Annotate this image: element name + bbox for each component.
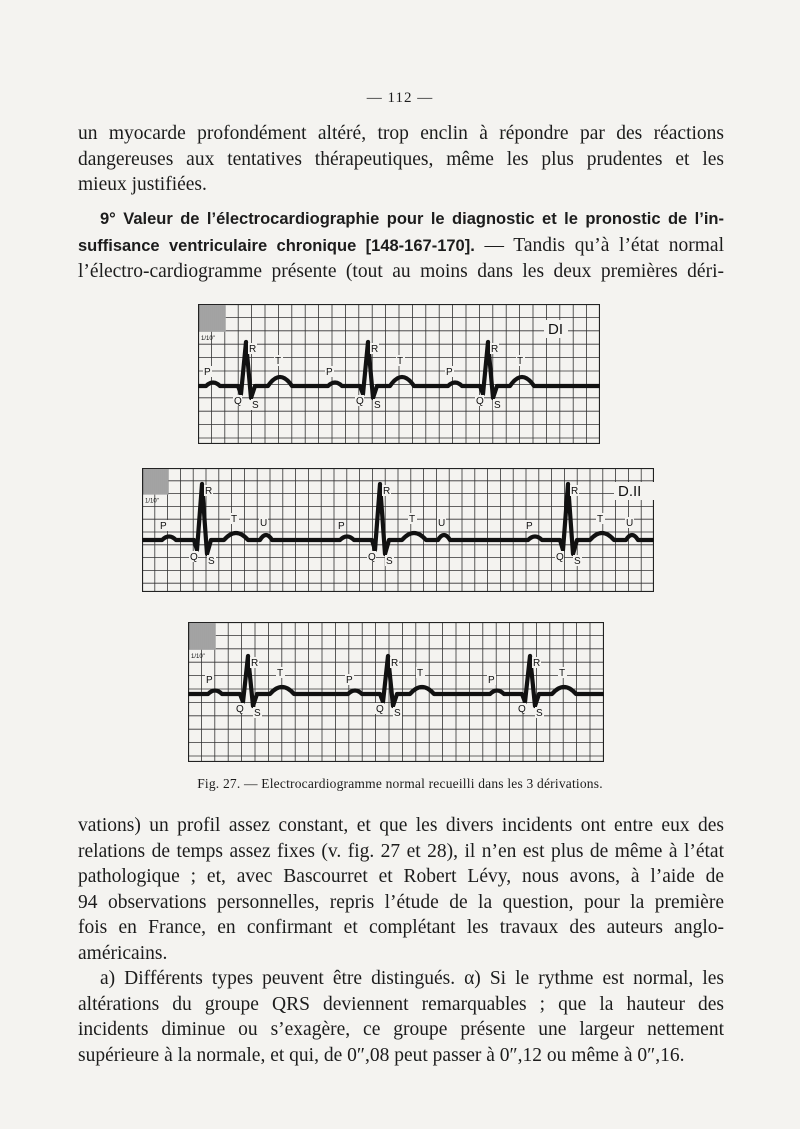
wave-label-r: R — [383, 486, 391, 497]
ecg-lead-1 — [198, 304, 600, 444]
wave-label-r: R — [533, 658, 541, 669]
section-heading: 9° Valeur de l’électrocardiographie pour le diagnostic et le pronostic de l’in- — [100, 210, 724, 228]
wave-label-s: S — [394, 708, 401, 719]
wave-label-t: T — [277, 668, 284, 679]
ecg-lead-3 — [188, 622, 604, 762]
wave-label-t: T — [409, 514, 416, 525]
wave-label-t: T — [417, 668, 424, 679]
text-line: dangereuses aux tentatives thérapeutiques, même les plus prudentes et les — [78, 148, 724, 170]
scale-label: 1/10" — [145, 498, 159, 505]
text-line: l’électro-cardiogramme présente (tout au moins dans les deux premières déri- — [78, 261, 724, 282]
wave-label-s: S — [208, 556, 215, 567]
text-line: fois en France, en confirmant et complétant les travaux des auteurs anglo- — [78, 917, 724, 938]
wave-label-p: P — [338, 521, 345, 532]
wave-label-q: Q — [234, 396, 242, 407]
wave-label-s: S — [252, 400, 259, 411]
wave-label-r: R — [249, 344, 257, 355]
figure-caption: Fig. 27. — Electrocardiogramme normal recueilli dans les 3 dérivations. — [197, 776, 603, 791]
lead-label: DI — [548, 321, 563, 338]
wave-label-t: T — [517, 356, 524, 367]
wave-label-q: Q — [518, 704, 526, 715]
text-line: mieux justifiées. — [78, 174, 207, 195]
wave-label-t: T — [597, 514, 604, 525]
wave-label-q: Q — [190, 552, 198, 563]
wave-label-q: Q — [356, 396, 364, 407]
wave-label-s: S — [374, 400, 381, 411]
wave-label-q: Q — [376, 704, 384, 715]
wave-label-p: P — [446, 367, 453, 378]
page-number: — 112 — — [366, 90, 434, 106]
wave-label-s: S — [574, 556, 581, 567]
wave-label-p: P — [206, 675, 213, 686]
wave-label-q: Q — [368, 552, 376, 563]
wave-label-u: U — [438, 518, 446, 529]
text-line: 94 observations personnelles, repris l’étude de la question, pour la première — [78, 891, 724, 913]
text-line: américains. — [78, 942, 168, 964]
text-line: altérations du groupe QRS deviennent remarquables ; que la hauteur des — [78, 993, 724, 1015]
text-line: supérieure à la normale, et qui, de 0″,08 peut passer à 0″,12 ou même à 0″,16. — [78, 1044, 685, 1066]
scale-label: 1/10" — [201, 335, 215, 342]
wave-label-r: R — [371, 344, 379, 355]
section-heading-cont: suffisance ventriculaire chronique [148-167-170]. — [78, 236, 475, 255]
wave-label-s: S — [536, 708, 543, 719]
text-line: vations) un profil assez constant, et que les divers incidents ont entre eux des — [78, 815, 724, 836]
scale-label: 1/10" — [191, 653, 205, 660]
wave-label-s: S — [386, 556, 393, 567]
wave-label-t: T — [397, 356, 404, 367]
text-line: pathologique ; et, avec Bascourret et Robert Lévy, nous avons, à l’aide de — [78, 866, 724, 887]
wave-label-p: P — [326, 367, 333, 378]
wave-label-r: R — [571, 486, 579, 497]
wave-label-q: Q — [476, 396, 484, 407]
wave-label-r: R — [205, 486, 213, 497]
paragraph-2 — [78, 207, 724, 285]
wave-label-t: T — [559, 668, 566, 679]
wave-label-s: S — [494, 400, 501, 411]
wave-label-r: R — [491, 344, 499, 355]
wave-label-r: R — [251, 658, 259, 669]
wave-label-p: P — [526, 521, 533, 532]
paragraph-1 — [78, 121, 724, 198]
wave-label-s: S — [254, 708, 261, 719]
wave-label-p: P — [488, 675, 495, 686]
wave-label-u: U — [626, 518, 634, 529]
lead-label: D.II — [618, 483, 642, 500]
text-line: incidents diminue ou s’exagère, ce groupe présente une largeur nettement — [78, 1019, 724, 1040]
text-line: — Tandis qu’à l’état normal — [474, 234, 724, 256]
paragraph-4 — [78, 966, 724, 1068]
paragraph-3 — [78, 813, 724, 966]
wave-label-p: P — [346, 675, 353, 686]
text-line: relations de temps assez fixes (v. fig. 27 et 28), il n’en est plus de même à l’état — [78, 840, 724, 862]
wave-label-p: P — [204, 367, 211, 378]
wave-label-t: T — [275, 356, 282, 367]
text-line: a) Différents types peuvent être distingués. α) Si le rythme est normal, les — [100, 968, 724, 989]
wave-label-r: R — [391, 658, 399, 669]
wave-label-u: U — [260, 518, 268, 529]
wave-label-t: T — [231, 514, 238, 525]
ecg-lead-2 — [142, 468, 654, 592]
wave-label-q: Q — [236, 704, 244, 715]
wave-label-q: Q — [556, 552, 564, 563]
wave-label-p: P — [160, 521, 167, 532]
text-line: un myocarde profondément altéré, trop enclin à répondre par des réactions — [78, 123, 724, 144]
